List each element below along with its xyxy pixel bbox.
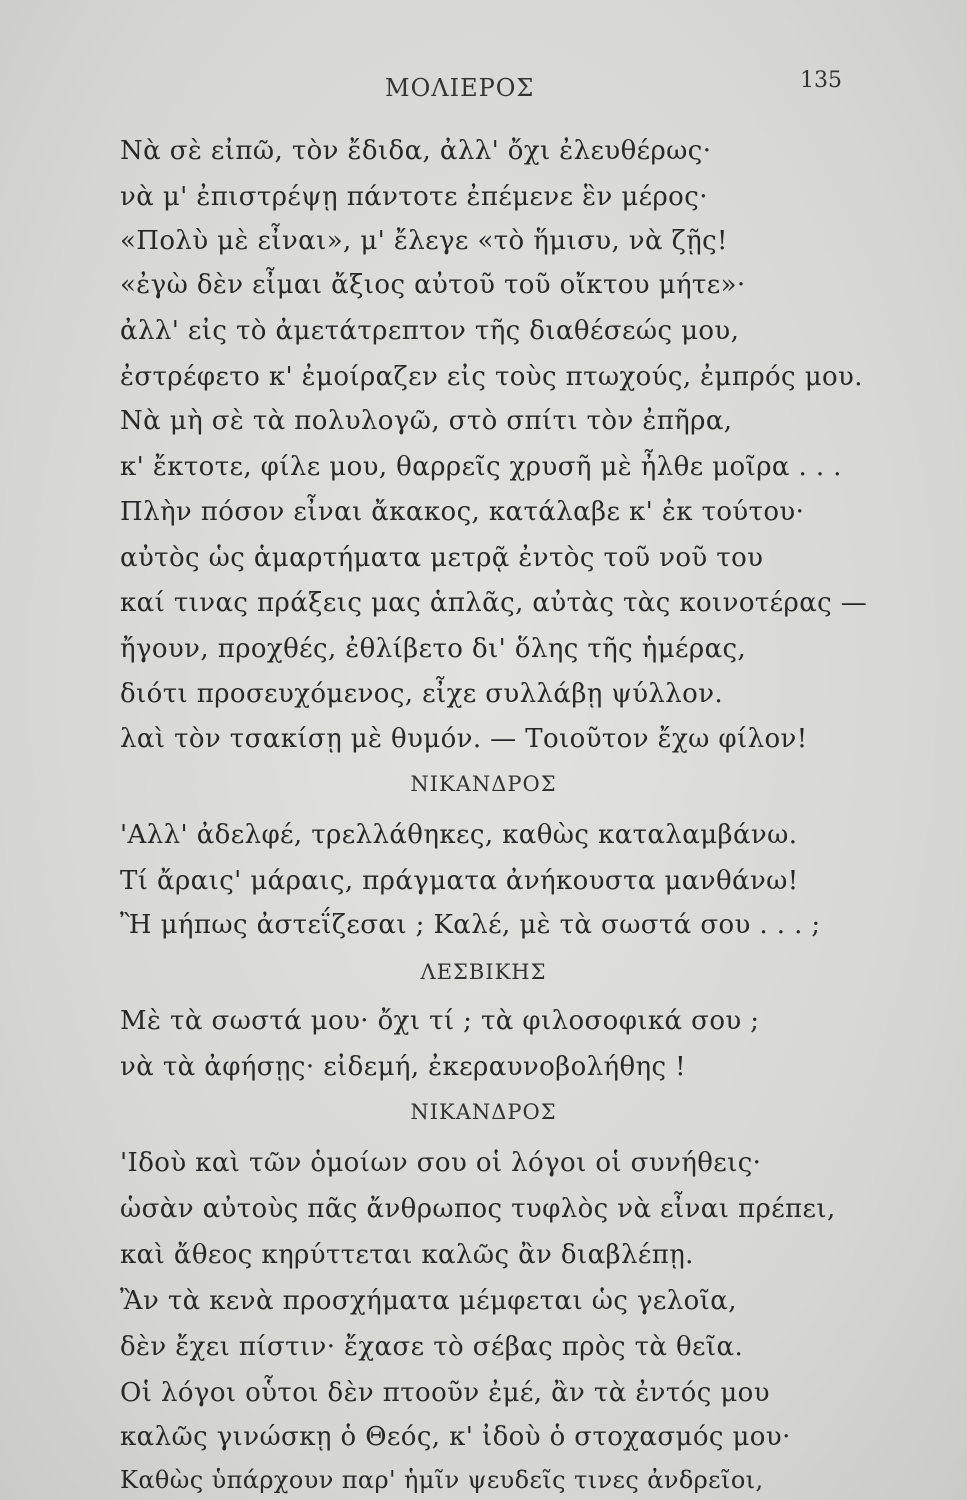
verse-line: Οἱ λόγοι οὗτοι δὲν πτοοῦν ἐμέ, ἂν τὰ ἐντός μου	[120, 1378, 770, 1408]
verse-line: αὐτὸς ὡς ἁμαρτήματα μετρᾷ ἐντὸς τοῦ νοῦ του	[120, 543, 764, 573]
verse-line: Ἂν τὰ κενὰ προσχήματα μέμφεται ὡς γελοῖα,	[120, 1286, 737, 1316]
verse-line: καί τινας πράξεις μας ἁπλᾶς, αὐτὰς τὰς κοινοτέρας —	[120, 588, 868, 618]
verse-line: Πλὴν πόσον εἶναι ἄκακος, κατάλαβε κ' ἐκ τούτου·	[120, 497, 805, 527]
verse-line: «Πολὺ μὲ εἶναι», μ' ἔλεγε «τὸ ἥμισυ, νὰ ζῇς!	[120, 226, 728, 256]
running-title: ΜΟΛΙΕΡΟΣ	[385, 74, 535, 102]
verse-line: ἤγουν, προχθές, ἐθλίβετο δι' ὅλης τῆς ἡμέρας,	[120, 634, 747, 664]
verse-line: λαὶ τὸν τσακίσῃ μὲ θυμόν. — Τοιοῦτον ἔχω φίλον!	[120, 724, 808, 754]
verse-line: κ' ἔκτοτε, φίλε μου, θαρρεῖς χρυσῆ μὲ ἦλθε μοῖρα . . .	[120, 452, 842, 482]
verse-line: Μὲ τὰ σωστά μου· ὄχι τί ; τὰ φιλοσοφικά σου ;	[120, 1006, 760, 1036]
verse-line: Νὰ σὲ εἰπῶ, τὸν ἔδιδα, ἀλλ' ὄχι ἐλευθέρως·	[120, 136, 712, 166]
speaker-name: ΛΕΣΒΙΚΗΣ	[420, 960, 547, 984]
verse-line: ἐστρέφετο κ' ἐμοίραζεν εἰς τοὺς πτωχούς, ἐμπρός μου.	[120, 362, 863, 392]
verse-line: Ἢ μήπως ἀστεΐζεσαι ; Καλέ, μὲ τὰ σωστά σου . . . ;	[120, 910, 821, 940]
verse-line: Τί ἄραις' μάραις, πράγματα ἀνήκουστα μανθάνω!	[120, 866, 799, 896]
verse-line: 'Ιδοὺ καὶ τῶν ὁμοίων σου οἱ λόγοι οἱ συνήθεις·	[120, 1148, 762, 1178]
verse-line: «ἐγὼ δὲν εἶμαι ἄξιος αὐτοῦ τοῦ οἴκτου μήτε»·	[120, 270, 746, 300]
verse-line: δὲν ἔχει πίστιν· ἔχασε τὸ σέβας πρὸς τὰ θεῖα.	[120, 1332, 744, 1362]
page-header	[0, 68, 967, 102]
verse-line: Νὰ μὴ σὲ τὰ πολυλογῶ, στὸ σπίτι τὸν ἐπῆρα,	[120, 406, 733, 436]
speaker-name: ΝΙΚΑΝΔΡΟΣ	[410, 772, 557, 796]
verse-line: νὰ τὰ ἀφήσῃς· εἰδεμή, ἐκεραυνοβολήθης !	[120, 1052, 687, 1082]
verse-line: ἀλλ' εἰς τὸ ἀμετάτρεπτον τῆς διαθέσεώς μου,	[120, 316, 740, 346]
verse-line: Καθὼς ὑπάρχουν παρ' ἡμῖν ψευδεῖς τινες ἀνδρεῖοι,	[120, 1466, 764, 1494]
verse-line: νὰ μ' ἐπιστρέψῃ πάντοτε ἐπέμενε ἓν μέρος·	[120, 182, 708, 212]
verse-line: καλῶς γινώσκῃ ὁ Θεός, κ' ἰδοὺ ὁ στοχασμός μου·	[120, 1422, 791, 1452]
verse-line: διότι προσευχόμενος, εἶχε συλλάβῃ ψύλλον.	[120, 679, 724, 709]
verse-line: 'Αλλ' ἀδελφέ, τρελλάθηκες, καθὼς καταλαμβάνω.	[120, 820, 798, 850]
page-number: 135	[800, 68, 842, 93]
verse-line: καὶ ἄθεος κηρύττεται καλῶς ἂν διαβλέπῃ.	[120, 1240, 694, 1270]
verse-line: ὡσὰν αὐτοὺς πᾶς ἄνθρωπος τυφλὸς νὰ εἶναι πρέπει,	[120, 1194, 836, 1224]
speaker-name: ΝΙΚΑΝΔΡΟΣ	[410, 1100, 557, 1124]
